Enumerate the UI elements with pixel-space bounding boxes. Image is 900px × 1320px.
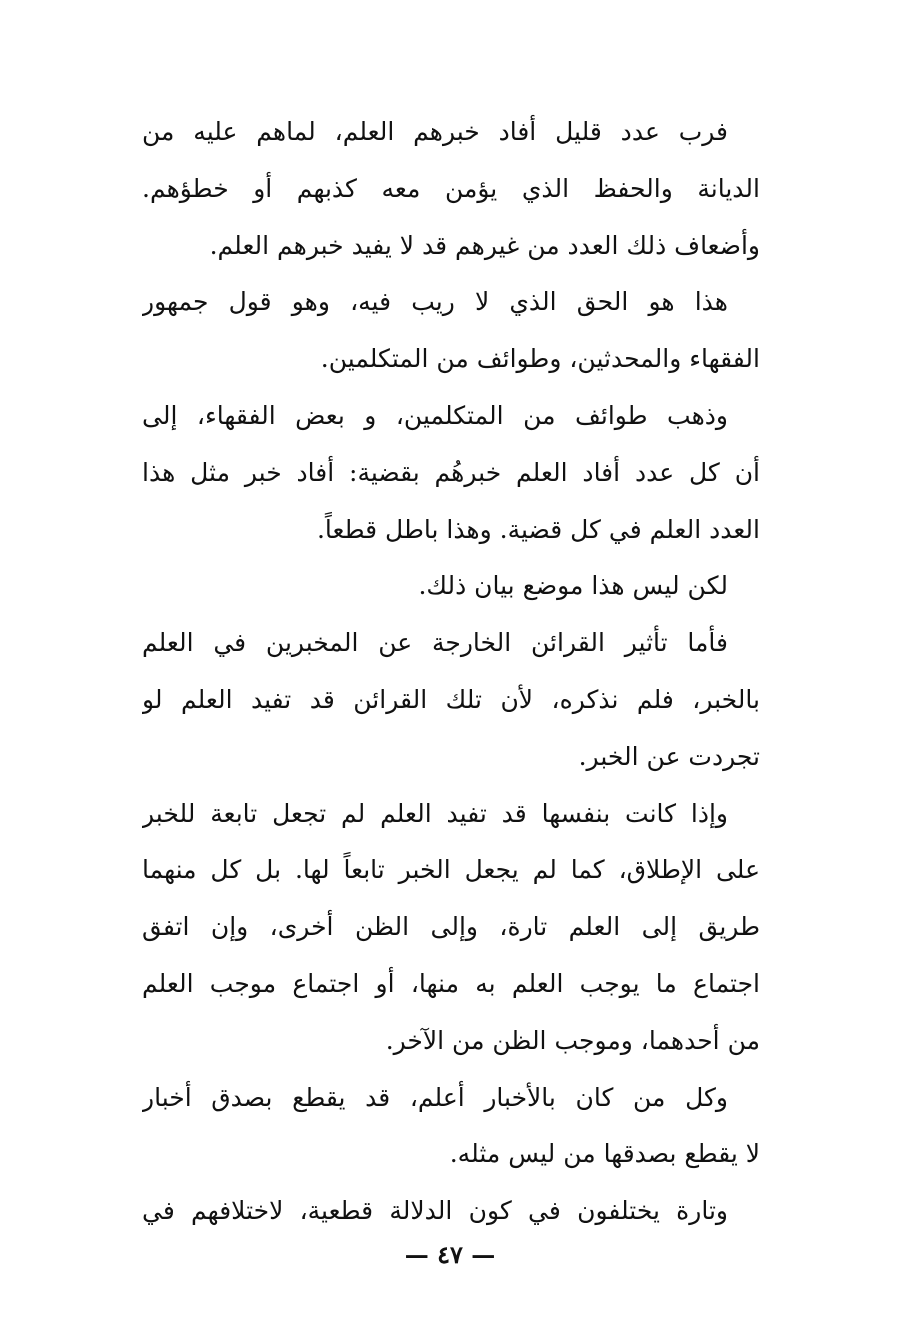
text-line-14: على الإطلاق، كما لم يجعل الخبر تابعاً لها. بل كل منهما [142, 855, 760, 885]
text-line-15: طريق إلى العلم تارة، وإلى الظن أخرى، وإن اتفق [142, 912, 760, 942]
text-line-18: وكل من كان بالأخبار أعلم، قد يقطع بصدق أخبار [142, 1082, 728, 1112]
page-number: — ٤٧ — [404, 1240, 496, 1269]
text-line-6: وذهب طوائف من المتكلمين، و بعض الفقهاء، إلى [142, 400, 728, 430]
text-line-17: من أحدهما، وموجب الظن من الآخر. [385, 1025, 760, 1055]
text-line-8: العدد العلم في كل قضية. وهذا باطل قطعاً. [316, 514, 760, 544]
text-line-4: هذا هو الحق الذي لا ريب فيه، وهو قول جمهور [142, 287, 728, 317]
text-line-3: وأضعاف ذلك العدد من غيرهم قد لا يفيد خبرهم العلم. [209, 230, 760, 260]
text-line-13: وإذا كانت بنفسها قد تفيد العلم لم تجعل تابعة للخبر [142, 798, 728, 828]
text-line-9: لكن ليس هذا موضع بيان ذلك. [418, 571, 728, 601]
text-line-2: الديانة والحفظ الذي يؤمن معه كذبهم أو خطؤهم. [142, 173, 760, 203]
text-line-10: فأما تأثير القرائن الخارجة عن المخبرين في العلم [142, 628, 728, 658]
text-line-7: أن كل عدد أفاد العلم خبرهُم بقضية: أفاد خبر مثل هذا [142, 457, 760, 487]
body-text [142, 104, 760, 1240]
text-line-11: بالخبر، فلم نذكره، لأن تلك القرائن قد تفيد العلم لو [142, 684, 760, 714]
text-line-12: تجردت عن الخبر. [578, 741, 760, 771]
text-line-1: فرب عدد قليل أفاد خبرهم العلم، لماهم عليه من [142, 117, 728, 146]
text-line-16: اجتماع ما يوجب العلم به منها، أو اجتماع موجب العلم [142, 968, 760, 998]
text-line-19: لا يقطع بصدقها من ليس مثله. [449, 1139, 760, 1169]
text-line-5: الفقهاء والمحدثين، وطوائف من المتكلمين. [320, 344, 760, 374]
text-line-20: وتارة يختلفون في كون الدلالة قطعية، لاختلافهم في [142, 1196, 728, 1226]
